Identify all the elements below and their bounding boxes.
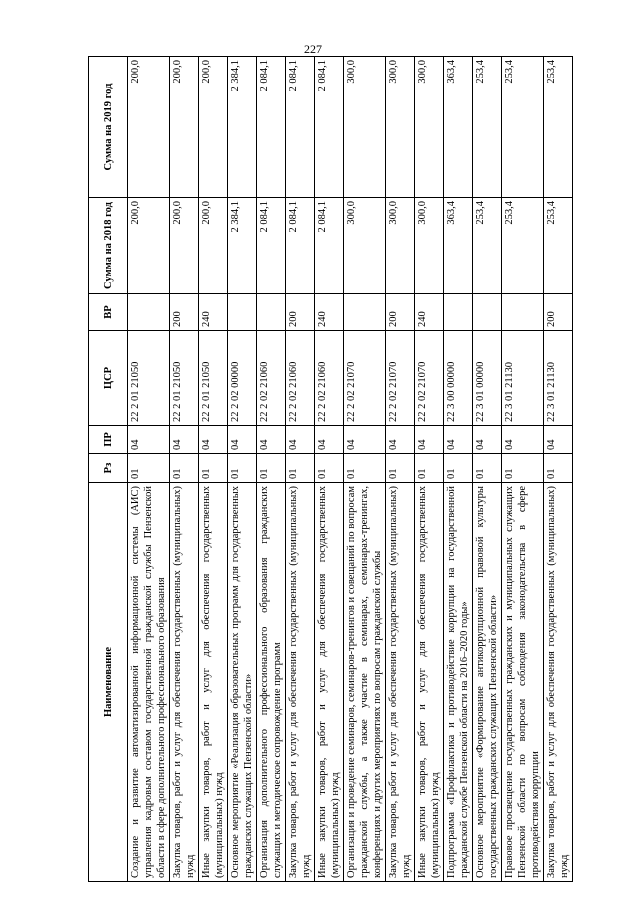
cell-rz: 01 (128, 454, 170, 483)
cell-sum-2019: 253,4 (544, 57, 573, 198)
cell-sum-2019: 300,0 (344, 57, 386, 198)
cell-vr: 200 (286, 294, 315, 331)
cell-pr: 04 (228, 426, 257, 454)
cell-sum-2019: 253,4 (473, 57, 502, 198)
cell-name: Иные закупки товаров, работ и услуг для обеспечения государственных (муниципальных) нужд (415, 483, 444, 882)
cell-pr: 04 (415, 426, 444, 454)
cell-sum-2018: 300,0 (386, 198, 415, 294)
cell-csr: 22 2 02 21060 (315, 331, 344, 426)
cell-name: Закупка товаров, работ и услуг для обеспечения государственных (муниципальных) нужд (386, 483, 415, 882)
cell-rz: 01 (502, 454, 544, 483)
cell-vr (228, 294, 257, 331)
table-row (228, 57, 257, 882)
rotated-table-container (88, 57, 573, 882)
cell-sum-2018: 2 084,1 (286, 198, 315, 294)
cell-rz: 01 (544, 454, 573, 483)
table-row (444, 57, 473, 882)
cell-name: Иные закупки товаров, работ и услуг для обеспечения государственных (муниципальных) нужд (199, 483, 228, 882)
cell-rz: 01 (286, 454, 315, 483)
cell-rz: 01 (170, 454, 199, 483)
cell-pr: 04 (315, 426, 344, 454)
cell-vr: 200 (386, 294, 415, 331)
cell-sum-2019: 200,0 (199, 57, 228, 198)
budget-table (88, 56, 573, 882)
cell-sum-2018: 300,0 (344, 198, 386, 294)
header-name: Наименование (89, 483, 128, 882)
cell-name: Подпрограмма «Профилактика и противодействие коррупции на государственной гражданской службе Пензенской области на 2016–2020 годы» (444, 483, 473, 882)
cell-name: Закупка товаров, работ и услуг для обеспечения государственных (муниципальных) нужд (170, 483, 199, 882)
cell-vr: 200 (170, 294, 199, 331)
cell-rz: 01 (473, 454, 502, 483)
cell-sum-2019: 2 084,1 (315, 57, 344, 198)
cell-vr (128, 294, 170, 331)
table-row (473, 57, 502, 882)
cell-pr: 04 (386, 426, 415, 454)
table-row (170, 57, 199, 882)
cell-sum-2019: 200,0 (170, 57, 199, 198)
cell-rz: 01 (199, 454, 228, 483)
cell-sum-2019: 200,0 (128, 57, 170, 198)
cell-sum-2018: 200,0 (170, 198, 199, 294)
table-row (415, 57, 444, 882)
cell-pr: 04 (128, 426, 170, 454)
cell-vr: 240 (415, 294, 444, 331)
cell-sum-2018: 2 084,1 (257, 198, 286, 294)
header-sum-2018: Сумма на 2018 год (89, 198, 128, 294)
cell-rz: 01 (315, 454, 344, 483)
cell-name: Иные закупки товаров, работ и услуг для обеспечения государственных (муниципальных) нужд (315, 483, 344, 882)
cell-csr: 22 2 01 21050 (170, 331, 199, 426)
cell-csr: 22 2 02 00000 (228, 331, 257, 426)
cell-vr (473, 294, 502, 331)
cell-sum-2018: 300,0 (415, 198, 444, 294)
cell-name: Закупка товаров, работ и услуг для обеспечения государственных (муниципальных) нужд (286, 483, 315, 882)
cell-rz: 01 (444, 454, 473, 483)
table-row (286, 57, 315, 882)
table-row (502, 57, 544, 882)
table-row (315, 57, 344, 882)
cell-vr (444, 294, 473, 331)
cell-name: Закупка товаров, работ и услуг для обеспечения государственных (муниципальных) нужд (544, 483, 573, 882)
cell-vr (257, 294, 286, 331)
cell-pr: 04 (473, 426, 502, 454)
cell-vr: 200 (544, 294, 573, 331)
header-pr: ПР (89, 426, 128, 454)
cell-name: Правовое просвещение государственных гражданских и муниципальных служащих Пензенской области по вопросам соблюдения законодательства в сфере противодействия коррупции (502, 483, 544, 882)
cell-sum-2019: 2 384,1 (228, 57, 257, 198)
cell-name: Основное мероприятие «Реализация образовательных программ для государственных гражданских служащих Пензенской области» (228, 483, 257, 882)
cell-sum-2018: 363,4 (444, 198, 473, 294)
header-rz: Рз (89, 454, 128, 483)
cell-sum-2018: 253,4 (473, 198, 502, 294)
cell-vr (344, 294, 386, 331)
cell-csr: 22 2 01 21050 (199, 331, 228, 426)
cell-vr (502, 294, 544, 331)
cell-csr: 22 3 01 21130 (544, 331, 573, 426)
table-header-row (89, 57, 128, 882)
cell-csr: 22 2 02 21070 (386, 331, 415, 426)
cell-pr: 04 (257, 426, 286, 454)
header-csr: ЦСР (89, 331, 128, 426)
cell-name: Создание и развитие автоматизированной информационной системы (АИС) управления кадровым составом государственной гражданской службы Пензенской области в сфере дополнительного профессионального образования (128, 483, 170, 882)
cell-csr: 22 2 02 21060 (286, 331, 315, 426)
table-row (544, 57, 573, 882)
header-vr: ВР (89, 294, 128, 331)
cell-csr: 22 2 02 21060 (257, 331, 286, 426)
cell-sum-2019: 253,4 (502, 57, 544, 198)
cell-sum-2018: 253,4 (502, 198, 544, 294)
cell-pr: 04 (170, 426, 199, 454)
cell-sum-2019: 363,4 (444, 57, 473, 198)
cell-sum-2019: 300,0 (386, 57, 415, 198)
cell-csr: 22 3 01 21130 (502, 331, 544, 426)
cell-csr: 22 2 01 21050 (128, 331, 170, 426)
cell-sum-2019: 300,0 (415, 57, 444, 198)
table-row (128, 57, 170, 882)
cell-vr: 240 (315, 294, 344, 331)
table-row (386, 57, 415, 882)
cell-rz: 01 (344, 454, 386, 483)
cell-sum-2018: 200,0 (199, 198, 228, 294)
page-number: 227 (304, 42, 322, 56)
cell-vr: 240 (199, 294, 228, 331)
cell-pr: 04 (544, 426, 573, 454)
cell-csr: 22 3 01 00000 (473, 331, 502, 426)
cell-pr: 04 (502, 426, 544, 454)
table-row (344, 57, 386, 882)
cell-sum-2018: 200,0 (128, 198, 170, 294)
cell-rz: 01 (257, 454, 286, 483)
cell-name: Организация дополнительного профессионального образования гражданских служащих и методическое сопровождение программ (257, 483, 286, 882)
cell-sum-2019: 2 084,1 (286, 57, 315, 198)
cell-rz: 01 (386, 454, 415, 483)
cell-name: Основное мероприятие «Формирование антикоррупционной правовой культуры государственных гражданских служащих Пензенской области» (473, 483, 502, 882)
cell-pr: 04 (344, 426, 386, 454)
header-sum-2019: Сумма на 2019 год (89, 57, 128, 198)
cell-csr: 22 3 00 00000 (444, 331, 473, 426)
cell-csr: 22 2 02 21070 (415, 331, 444, 426)
cell-sum-2018: 2 084,1 (315, 198, 344, 294)
cell-sum-2018: 2 384,1 (228, 198, 257, 294)
cell-pr: 04 (286, 426, 315, 454)
table-body (128, 57, 573, 882)
cell-csr: 22 2 02 21070 (344, 331, 386, 426)
cell-name: Организация и проведение семинаров, семинаров-тренингов и совещаний по вопросам гражданской службы, а также участие в семинарах, семинарах-тренингах, конференциях и других мероприятиях по вопросам гражданской службы (344, 483, 386, 882)
cell-sum-2018: 253,4 (544, 198, 573, 294)
cell-pr: 04 (444, 426, 473, 454)
table-row (257, 57, 286, 882)
cell-pr: 04 (199, 426, 228, 454)
table-row (199, 57, 228, 882)
cell-sum-2019: 2 084,1 (257, 57, 286, 198)
cell-rz: 01 (228, 454, 257, 483)
cell-rz: 01 (415, 454, 444, 483)
